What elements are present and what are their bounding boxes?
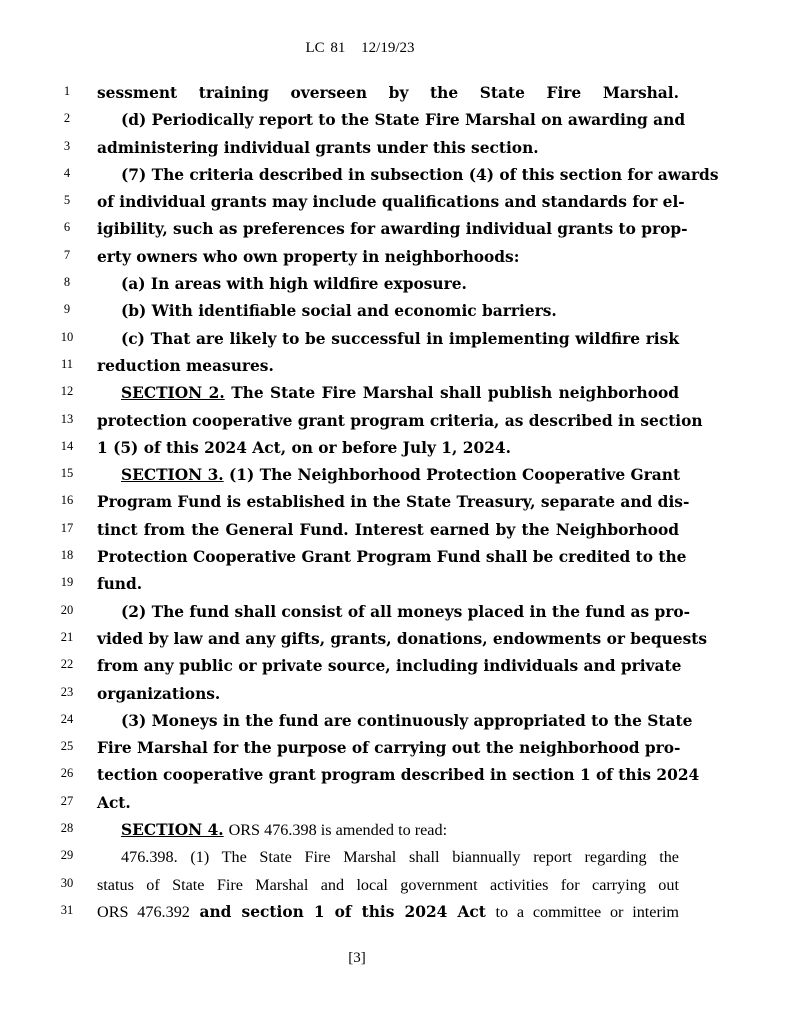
text-line	[0, 80, 800, 107]
line-number: 24	[60, 711, 74, 726]
line-number: 13	[60, 411, 74, 426]
line-text: tinct from the General Fund. Interest earned by the Neighborhood	[97, 520, 679, 539]
text-line	[0, 790, 800, 817]
line-text: from any public or private source, including individuals and private	[97, 657, 682, 676]
text-line	[0, 653, 800, 680]
text-line	[0, 817, 800, 844]
line-number: 9	[63, 302, 71, 317]
page-number: [3]	[348, 950, 366, 966]
line-text: (3) Moneys in the fund are continuously appropriated to the State	[121, 711, 693, 730]
line-text: vided by law and any gifts, grants, donations, endowments or bequests	[97, 629, 708, 648]
text-line	[0, 626, 800, 653]
text-line	[0, 899, 800, 926]
line-text-plain: to a committee or interim	[495, 902, 679, 921]
line-text: Protection Cooperative Grant Program Fund shall be credited to the	[97, 548, 687, 567]
line-text: reduction measures.	[97, 356, 274, 375]
text-line	[0, 708, 800, 735]
line-number: 17	[60, 520, 74, 535]
text-line	[0, 517, 800, 544]
section-heading: SECTION 2.	[121, 384, 225, 403]
text-line	[0, 107, 800, 134]
line-number: 15	[60, 466, 74, 481]
text-line	[0, 544, 800, 571]
line-number: 25	[60, 739, 74, 754]
text-line	[0, 762, 800, 789]
line-number: 31	[60, 902, 74, 917]
line-number: 21	[60, 629, 74, 644]
line-text: (2) The fund shall consist of all moneys placed in the fund as pro-	[121, 602, 691, 621]
text-line	[0, 326, 800, 353]
text-line	[0, 681, 800, 708]
text-line	[0, 735, 800, 762]
line-text: sessment training overseen by the State Fire Marshal.	[97, 84, 679, 102]
text-line	[0, 571, 800, 598]
text-line	[0, 462, 800, 489]
text-line	[0, 435, 800, 462]
line-number: 6	[63, 220, 71, 235]
line-text: administering individual grants under this section.	[97, 138, 539, 157]
line-text: Fire Marshal for the purpose of carrying out the neighborhood pro-	[97, 739, 681, 758]
text-line	[0, 244, 800, 271]
text-line	[0, 298, 800, 325]
line-text: igibility, such as preferences for awarding individual grants to prop-	[97, 220, 688, 239]
line-number: 3	[63, 138, 71, 153]
text-line	[0, 353, 800, 380]
line-number: 5	[63, 193, 71, 208]
line-number: 1	[63, 84, 71, 98]
line-number: 19	[60, 575, 74, 590]
inserted-text: and section 1 of this 2024 Act	[199, 902, 486, 921]
text-line	[0, 162, 800, 189]
line-text: (c) That are likely to be successful in implementing wildfire risk	[121, 329, 679, 348]
line-number: 7	[63, 247, 71, 262]
line-text: (a) In areas with high wildfire exposure.	[121, 275, 467, 294]
line-text: (d) Periodically report to the State Fire Marshal on awarding and	[121, 111, 686, 130]
line-text: status of State Fire Marshal and local government activities for carrying out	[97, 875, 679, 894]
line-number: 10	[60, 329, 74, 344]
document-body	[0, 80, 800, 926]
text-line	[0, 135, 800, 162]
page-header	[0, 40, 720, 57]
line-text: of individual grants may include qualifications and standards for el-	[97, 193, 685, 212]
line-number: 30	[60, 875, 74, 890]
line-number: 11	[60, 356, 74, 371]
text-line	[0, 844, 800, 871]
document-date: 12/19/23	[361, 40, 415, 56]
text-line	[0, 872, 800, 899]
section-text: ORS 476.398 is amended to read:	[228, 821, 448, 840]
line-text: 1 (5) of this 2024 Act, on or before July 1, 2024.	[97, 438, 511, 457]
line-text: Program Fund is established in the State Treasury, separate and dis-	[97, 493, 690, 512]
document-code: LC 81	[305, 40, 346, 56]
line-number: 28	[60, 821, 74, 836]
line-number: 8	[63, 275, 71, 290]
line-number: 2	[63, 111, 71, 126]
line-text	[97, 901, 679, 923]
line-number: 26	[60, 766, 74, 781]
line-text: (7) The criteria described in subsection (4) of this section for awards	[121, 165, 719, 184]
line-number: 22	[60, 657, 74, 672]
line-text: (b) With identifiable social and economic barriers.	[121, 302, 557, 321]
line-text	[121, 382, 679, 404]
line-text: tection cooperative grant program described in section 1 of this 2024	[97, 766, 700, 785]
line-text: Act.	[97, 793, 131, 812]
line-number: 18	[60, 548, 74, 563]
line-number: 4	[63, 165, 71, 180]
line-text: protection cooperative grant program criteria, as described in section	[97, 411, 703, 430]
line-text-plain: ORS 476.392	[97, 902, 190, 921]
text-line	[0, 216, 800, 243]
line-text: organizations.	[97, 684, 221, 703]
text-line	[0, 189, 800, 216]
line-number: 20	[60, 602, 74, 617]
line-text: erty owners who own property in neighborhoods:	[97, 247, 520, 266]
line-number: 29	[60, 848, 74, 863]
line-number: 16	[60, 493, 74, 508]
line-number: 23	[60, 684, 74, 699]
section-heading: SECTION 3.	[121, 466, 224, 485]
section-heading: SECTION 4.	[121, 821, 224, 840]
text-line	[0, 599, 800, 626]
line-text: 476.398. (1) The State Fire Marshal shall biannually report regarding the	[121, 848, 679, 867]
line-text	[121, 819, 679, 841]
line-number: 12	[60, 384, 74, 399]
line-text: fund.	[97, 575, 143, 594]
text-line	[0, 380, 800, 407]
line-number: 14	[60, 438, 74, 453]
text-line	[0, 408, 800, 435]
line-text	[121, 464, 679, 486]
section-text: (1) The Neighborhood Protection Cooperative Grant	[229, 466, 681, 485]
text-line	[0, 271, 800, 298]
section-text: The State Fire Marshal shall publish neighborhood	[231, 384, 680, 403]
line-number: 27	[60, 793, 74, 808]
text-line	[0, 489, 800, 516]
